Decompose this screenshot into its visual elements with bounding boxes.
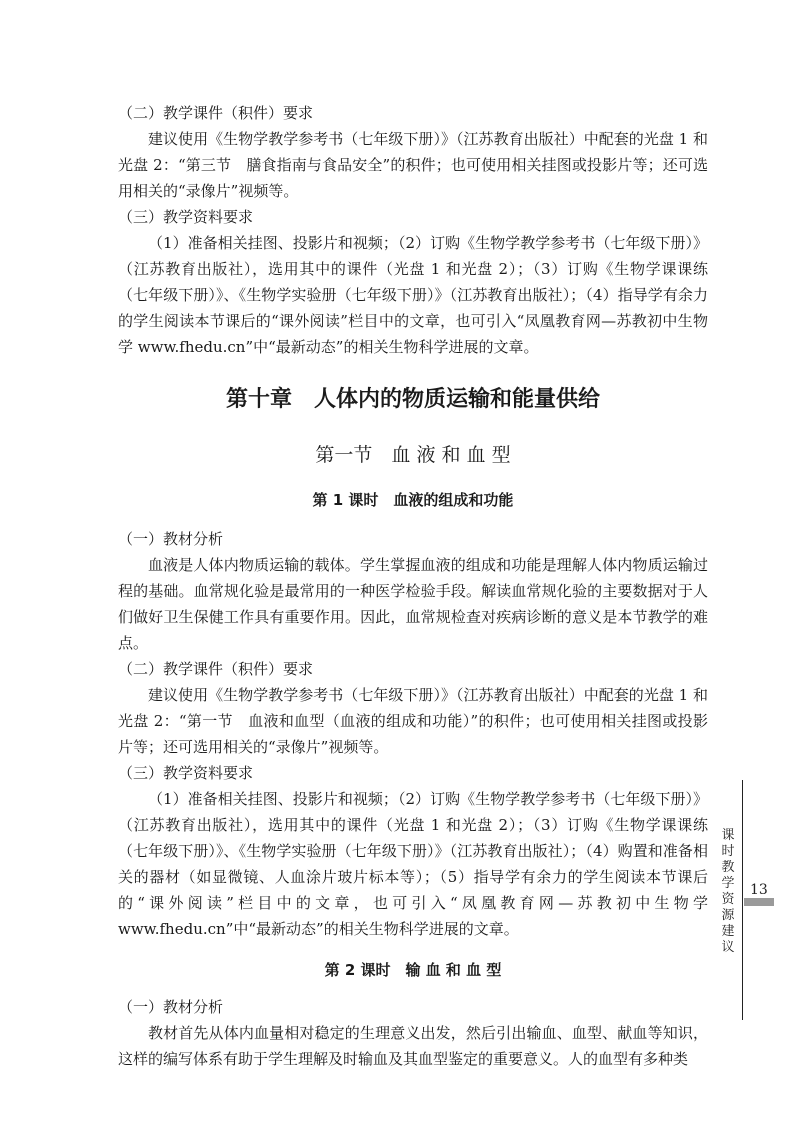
lesson2-analysis-heading: （一）教材分析	[118, 998, 224, 1016]
lesson1-materials-paragraph: （1）准备相关挂图、投影片和视频；（2）订购《生物学教学参考书（七年级下册）》（江苏教育出版社），选用其中的课件（光盘 1 和光盘 2）；（3）订购《生物学课课练（七年级下册）》、《生物学实验册（七年级下册）》（江苏教育出版社）；（4）购置和准备相关的器材（如显微镜、人血涂片玻片标本等）；（5）指导学有余力的学生阅读本节课后的“课外阅读”栏目中的文章，也可引入“凤凰教育网—苏教初中生物学 www.fhedu.cn”中“最新动态”的相关生物科学进展的文章。	[118, 790, 708, 938]
lesson1-materials-heading: （三）教学资料要求	[118, 764, 254, 782]
side-tab-marker	[744, 898, 774, 906]
page-content	[118, 100, 708, 1072]
lesson1-analysis-paragraph: 血液是人体内物质运输的载体。学生掌握血液的组成和功能是理解人体内物质运输过程的基础。血常规化验是最常用的一种医学检验手段。解读血常规化验的主要数据对于人们做好卫生保健工作具有重要作用。因此，血常规检查对疾病诊断的意义是本节教学的难点。	[118, 556, 708, 652]
materials-paragraph: （1）准备相关挂图、投影片和视频；（2）订购《生物学教学参考书（七年级下册）》（江苏教育出版社），选用其中的课件（光盘 1 和光盘 2）；（3）订购《生物学课课练（七年级下册）》、《生物学实验册（七年级下册）》（江苏教育出版社）；（4）指导学有余力的学生阅读本节课后的“课外阅读”栏目中的文章，也可引入“凤凰教育网—苏教初中生物学 www.fhedu.cn”中“最新动态”的相关生物科学进展的文章。	[118, 234, 708, 356]
section-title: 第一节 血 液 和 血 型	[315, 444, 511, 466]
lesson1-courseware-heading: （二）教学课件（积件）要求	[118, 660, 314, 678]
page-number: 13	[750, 882, 768, 898]
chapter-title: 第十章 人体内的物质运输和能量供给	[225, 387, 600, 412]
side-tab-rule	[742, 780, 743, 1020]
lesson1-courseware-paragraph: 建议使用《生物学教学参考书（七年级下册）》（江苏教育出版社）中配套的光盘 1 和光盘 2：“第一节 血液和血型（血液的组成和功能）”的积件；也可使用相关挂图或投影片等；还可选用相关的“录像片”视频等。	[118, 686, 708, 756]
courseware-heading: （二）教学课件（积件）要求	[118, 104, 314, 122]
lesson2-title: 第 2 课时 输 血 和 血 型	[324, 961, 502, 979]
materials-heading: （三）教学资料要求	[118, 208, 254, 226]
side-tab-label: 课时教学资源建议	[721, 828, 735, 955]
lesson1-analysis-heading: （一）教材分析	[118, 530, 224, 548]
courseware-paragraph: 建议使用《生物学教学参考书（七年级下册）》（江苏教育出版社）中配套的光盘 1 和光盘 2：“第三节 膳食指南与食品安全”的积件；也可使用相关挂图或投影片等；还可选用相关的“录像片”视频等。	[118, 130, 708, 200]
lesson1-title: 第 1 课时 血液的组成和功能	[312, 491, 514, 509]
lesson2-analysis-paragraph: 教材首先从体内血量相对稳定的生理意义出发，然后引出输血、血型、献血等知识，这样的编写体系有助于学生理解及时输血及其血型鉴定的重要意义。人的血型有多种类	[118, 1024, 708, 1068]
